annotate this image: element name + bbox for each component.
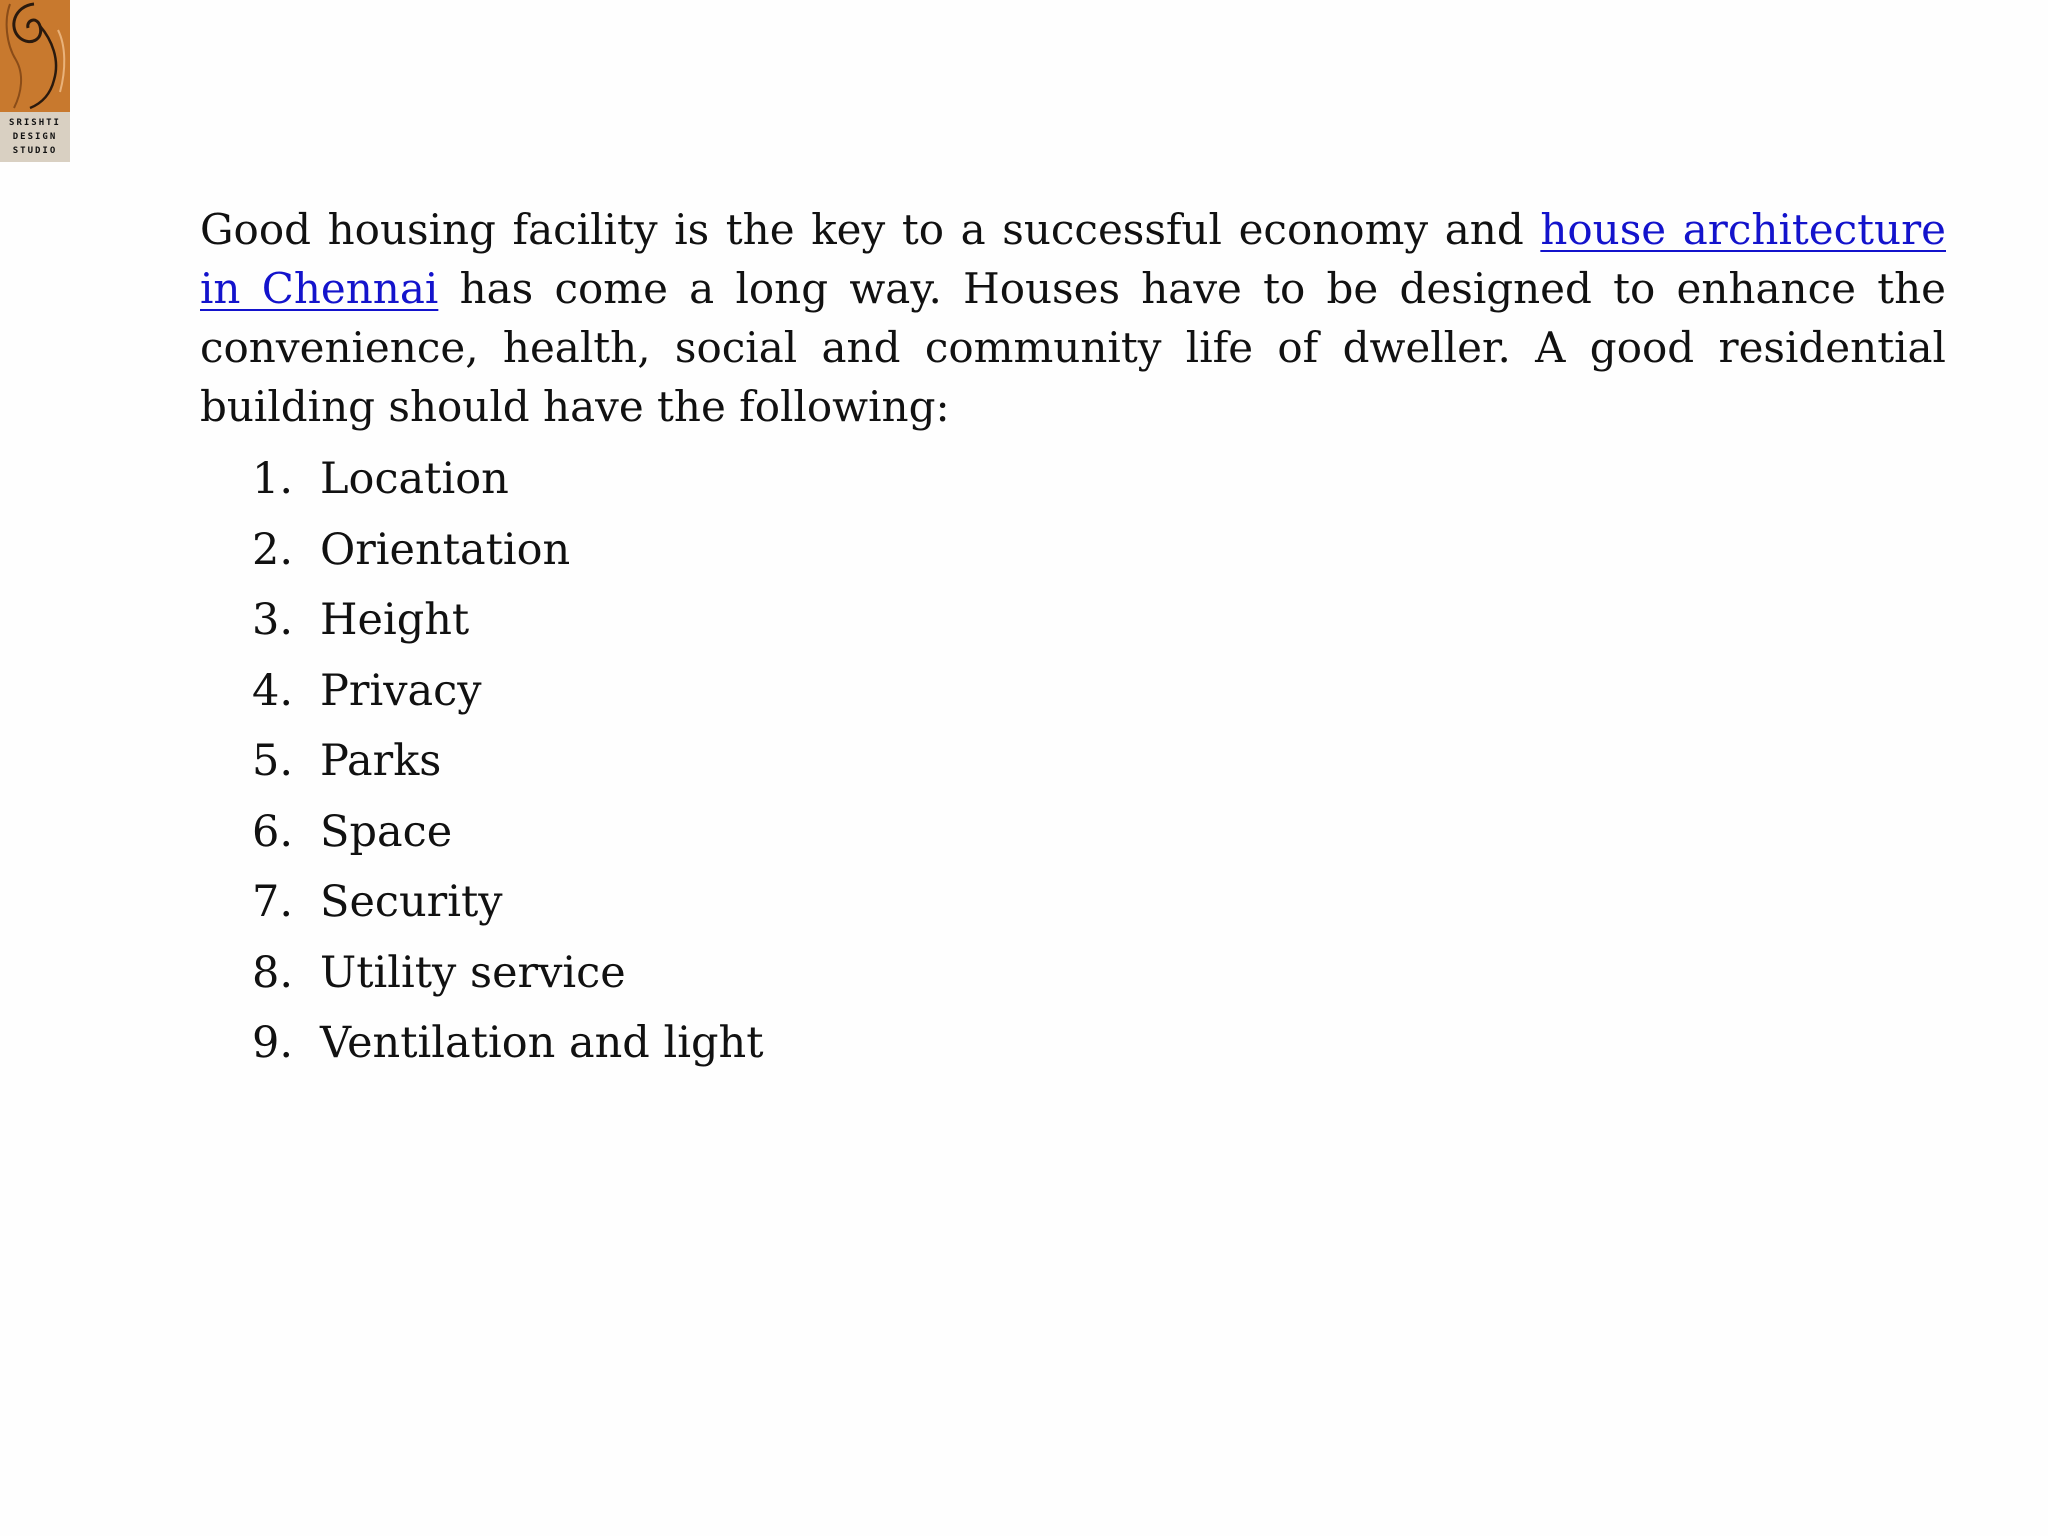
main-content	[200, 200, 1946, 1079]
list-item-label: Security	[320, 877, 503, 928]
features-list	[200, 444, 1946, 1079]
list-item-label: Utility service	[320, 947, 626, 998]
intro-text-after-link: has come a long way. Houses have to be designed to enhance the convenience, health, social and community life of dweller. A good residential building should have the following:	[200, 264, 1947, 431]
list-item	[200, 726, 1946, 797]
house-architecture-link[interactable]: house architecture in Chennai	[200, 205, 1946, 313]
list-item	[200, 797, 1946, 868]
list-item	[200, 515, 1946, 586]
list-item-number: 6.	[251, 806, 293, 857]
list-item	[200, 585, 1946, 656]
logo-text-line: STUDIO	[12, 146, 58, 156]
list-item-number: 7.	[251, 877, 293, 928]
list-item-number: 1.	[251, 454, 293, 505]
logo-text	[0, 112, 70, 162]
list-item	[200, 656, 1946, 727]
list-item	[200, 938, 1946, 1009]
logo-text-line: DESIGN	[12, 132, 58, 142]
logo-text-line: SRISHTI	[9, 118, 61, 128]
list-item-label: Location	[320, 454, 509, 505]
list-item	[200, 1008, 1946, 1079]
list-item-label: Space	[320, 806, 453, 857]
list-item-number: 3.	[251, 595, 293, 646]
list-item-number: 2.	[251, 524, 293, 575]
list-item	[200, 444, 1946, 515]
list-item-label: Ventilation and light	[320, 1018, 764, 1069]
intro-paragraph	[200, 200, 1946, 436]
intro-text-before-link: Good housing facility is the key to a successful economy and	[200, 205, 1541, 254]
srishti-design-studio-logo	[0, 0, 70, 162]
list-item-number: 9.	[251, 1018, 293, 1069]
list-item-label: Parks	[320, 736, 442, 787]
list-item-number: 4.	[251, 665, 293, 716]
list-item-label: Privacy	[320, 665, 482, 716]
list-item-label: Height	[320, 595, 470, 646]
logo-swirl-icon	[0, 0, 70, 112]
list-item-number: 8.	[251, 947, 293, 998]
list-item-label: Orientation	[320, 524, 571, 575]
list-item-number: 5.	[251, 736, 293, 787]
list-item	[200, 867, 1946, 938]
